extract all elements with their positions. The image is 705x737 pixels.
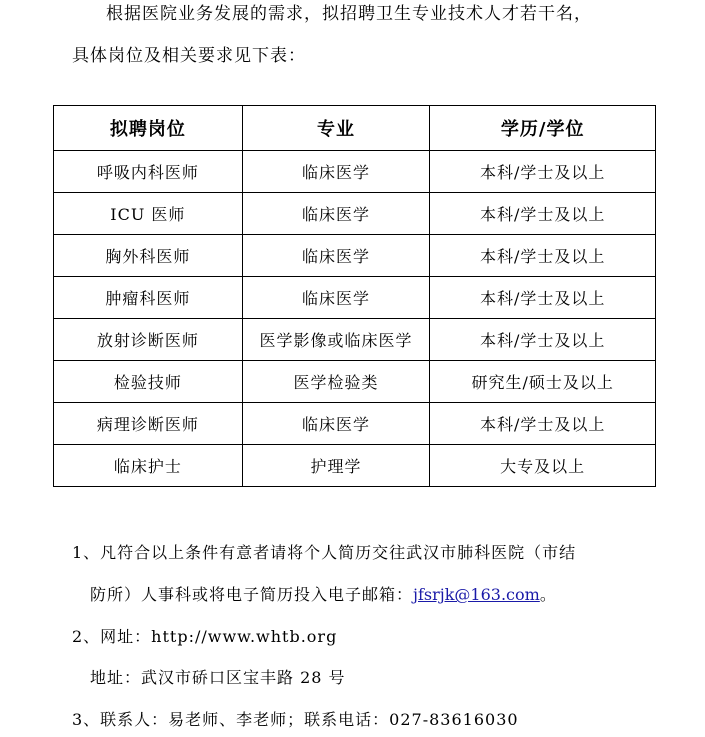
note-2-website: 2、网址：http://www.whtb.org <box>72 627 338 646</box>
cell-position: 临床护士 <box>54 445 243 487</box>
positions-table <box>53 105 656 487</box>
cell-position: ICU 医师 <box>54 193 243 235</box>
table-header-row <box>54 106 656 151</box>
note-1-line-1: 1、凡符合以上条件有意者请将个人简历交往武汉市肺科医院（市结 <box>72 543 577 562</box>
cell-major: 临床医学 <box>242 277 430 319</box>
table-row <box>54 361 656 403</box>
cell-position: 病理诊断医师 <box>54 403 243 445</box>
cell-major: 临床医学 <box>242 403 430 445</box>
note-1-suffix: 。 <box>539 585 557 604</box>
cell-major: 医学检验类 <box>242 361 430 403</box>
table-row <box>54 277 656 319</box>
cell-degree: 本科/学士及以上 <box>430 151 656 193</box>
cell-degree: 本科/学士及以上 <box>430 193 656 235</box>
cell-degree: 研究生/硕士及以上 <box>430 361 656 403</box>
header-position: 拟聘岗位 <box>54 106 243 151</box>
cell-degree: 本科/学士及以上 <box>430 277 656 319</box>
table-row <box>54 445 656 487</box>
cell-degree: 大专及以上 <box>430 445 656 487</box>
email-link[interactable]: jfsrjk@163.com <box>413 585 540 604</box>
cell-degree: 本科/学士及以上 <box>430 403 656 445</box>
cell-position: 检验技师 <box>54 361 243 403</box>
table-row <box>54 235 656 277</box>
intro-line-1: 根据医院业务发展的需求，拟招聘卫生专业技术人才若干名， <box>106 4 592 24</box>
note-2-address: 地址：武汉市硚口区宝丰路 28 号 <box>90 668 346 687</box>
cell-major: 护理学 <box>242 445 430 487</box>
cell-position: 放射诊断医师 <box>54 319 243 361</box>
table-row <box>54 151 656 193</box>
note-3-contact: 3、联系人：易老师、李老师；联系电话：027-83616030 <box>72 710 519 729</box>
intro-line-2: 具体岗位及相关要求见下表： <box>72 46 306 66</box>
cell-position: 肿瘤科医师 <box>54 277 243 319</box>
table-row <box>54 403 656 445</box>
cell-position: 胸外科医师 <box>54 235 243 277</box>
cell-major: 临床医学 <box>242 235 430 277</box>
cell-major: 医学影像或临床医学 <box>242 319 430 361</box>
cell-position: 呼吸内科医师 <box>54 151 243 193</box>
header-degree: 学历/学位 <box>430 106 656 151</box>
cell-major: 临床医学 <box>242 193 430 235</box>
cell-degree: 本科/学士及以上 <box>430 319 656 361</box>
header-major: 专业 <box>242 106 430 151</box>
table-row <box>54 319 656 361</box>
cell-degree: 本科/学士及以上 <box>430 235 656 277</box>
table-row <box>54 193 656 235</box>
note-1-line-2 <box>90 582 557 605</box>
cell-major: 临床医学 <box>242 151 430 193</box>
note-1-prefix: 防所）人事科或将电子简历投入电子邮箱： <box>90 585 414 604</box>
